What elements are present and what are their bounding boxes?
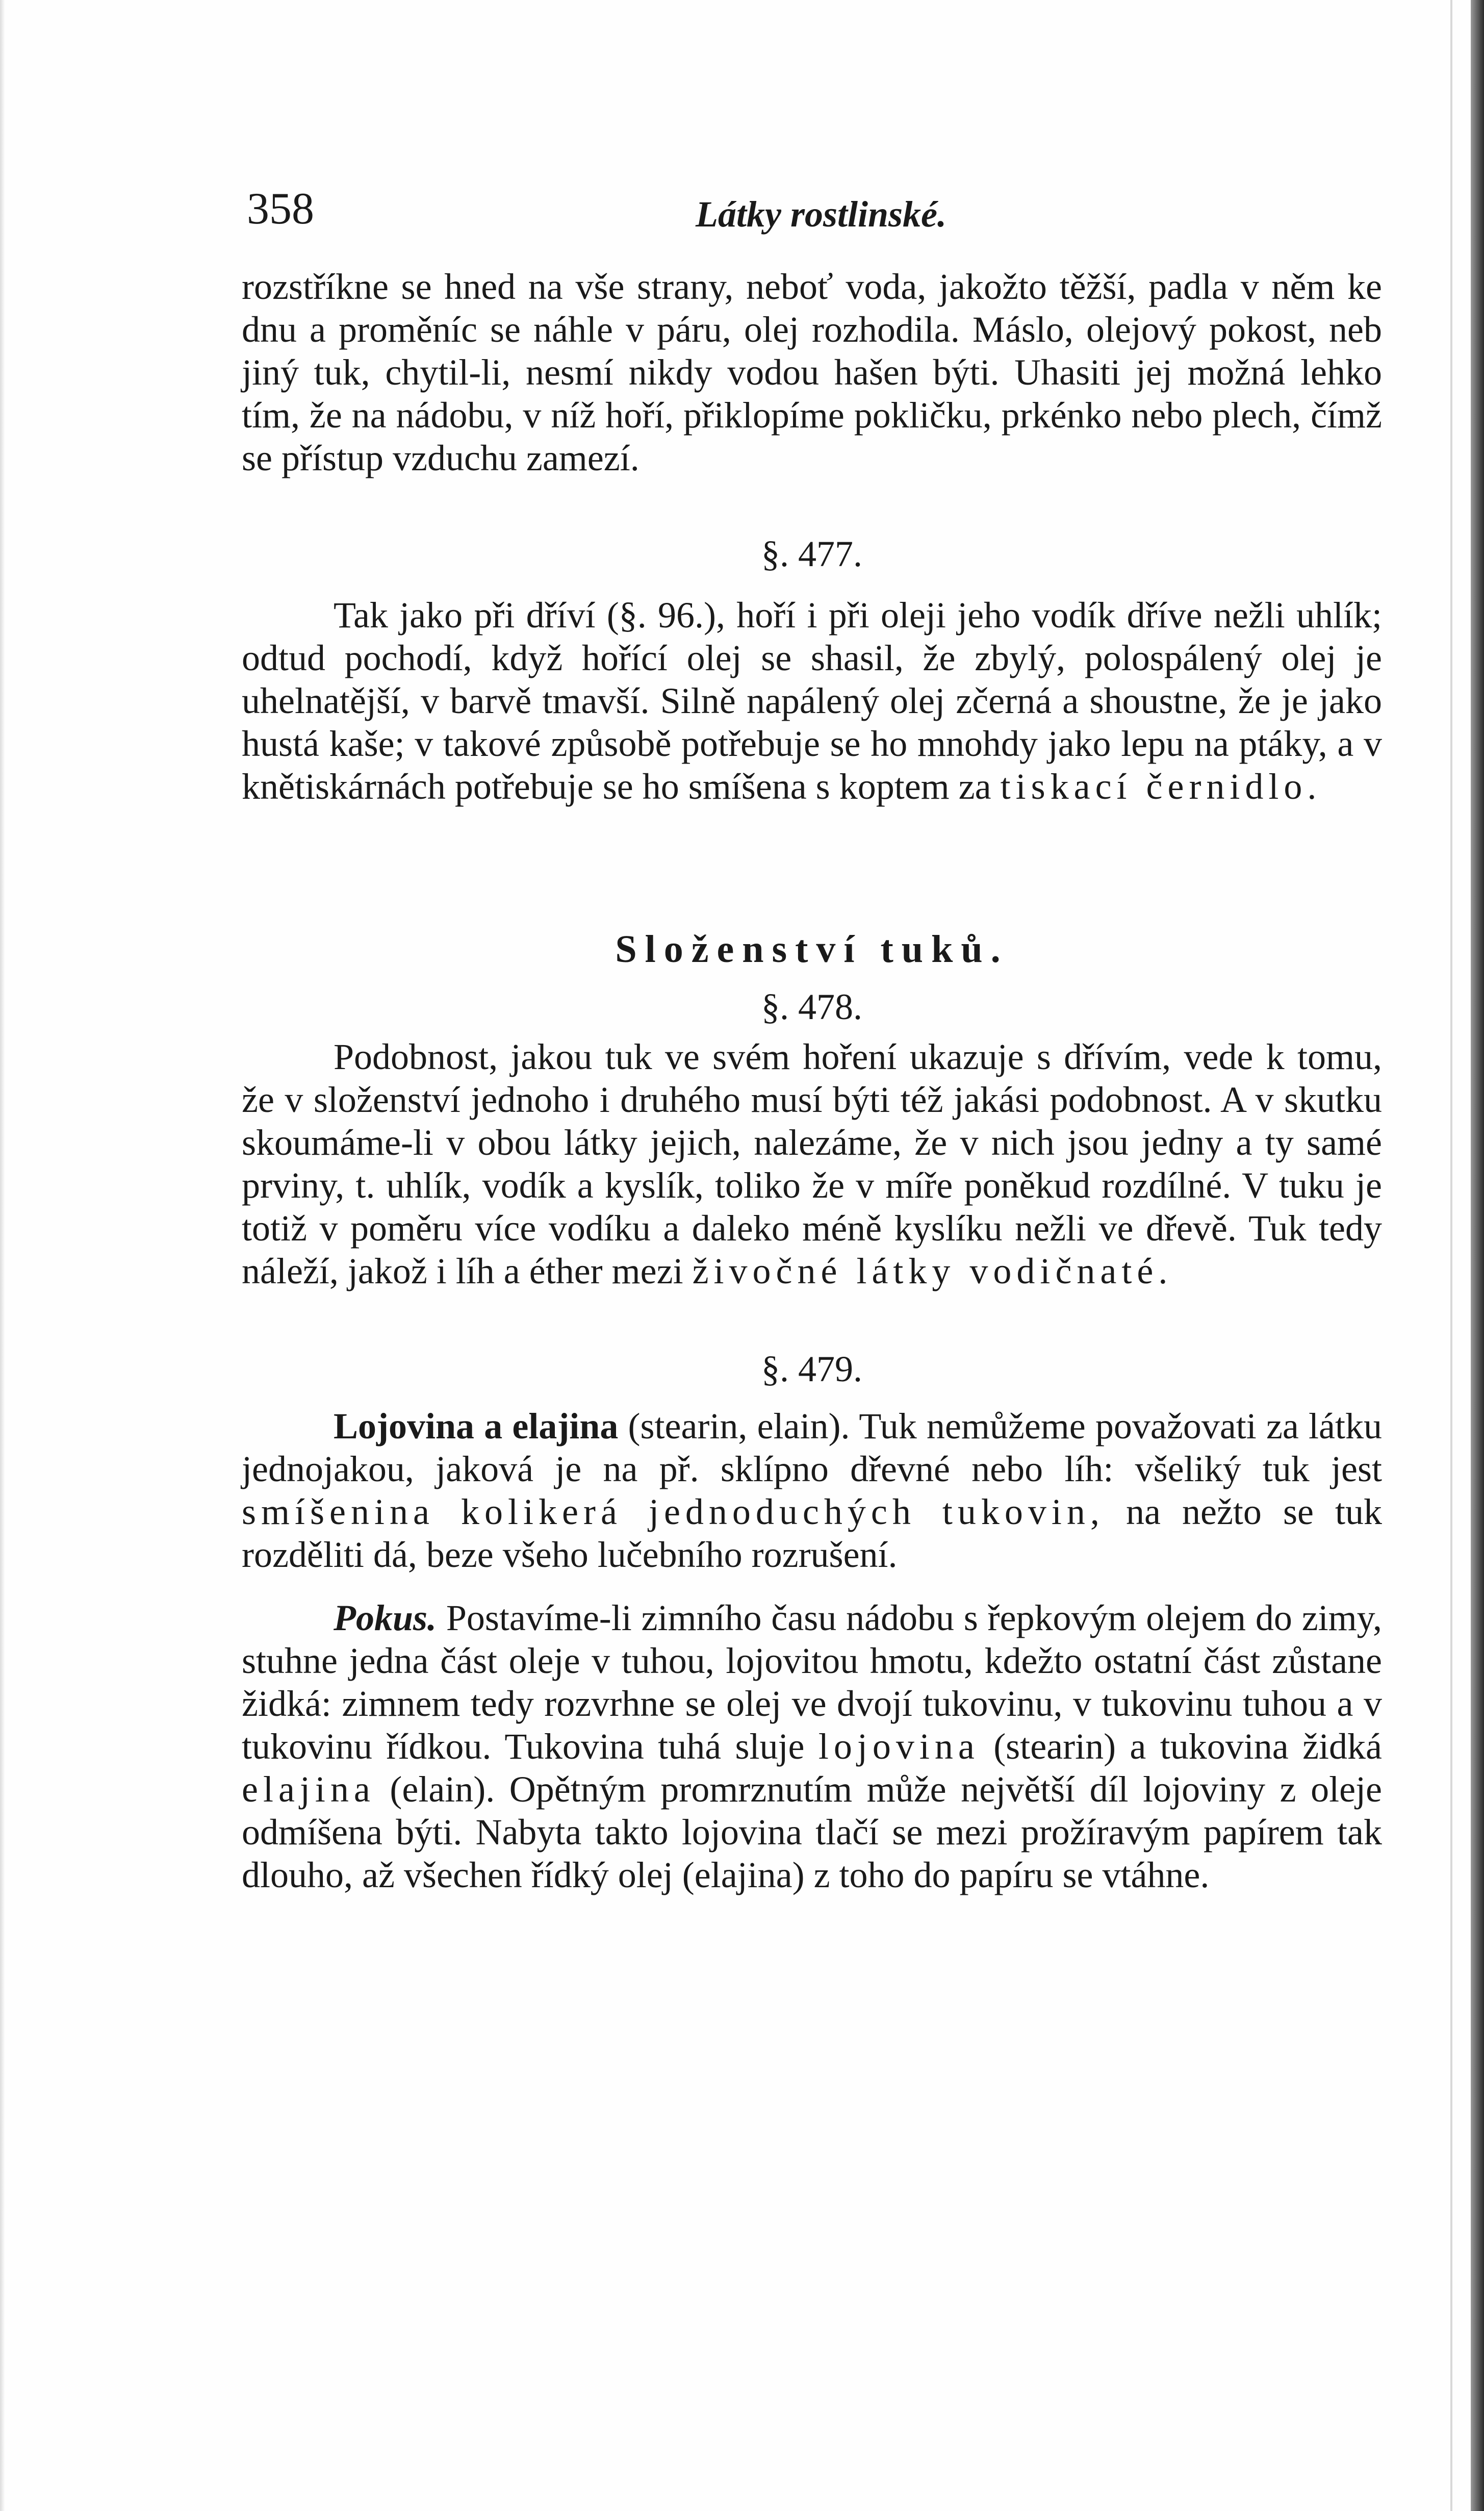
paragraph-479-text-a: (stearin, elain). Tuk nemůžeme považovati za látku jednojakou, jaková je na př. sklípno dřevné nebo líh: všeliký tuk jest <box>242 1406 1383 1489</box>
chapter-heading: Složenství tuků. <box>615 928 1009 971</box>
paragraph-479 <box>242 1405 1382 1576</box>
spaced-term-lojovina: lojovina <box>818 1726 980 1767</box>
spaced-term-elajina: elajina <box>242 1769 375 1810</box>
page-header <box>247 184 1387 240</box>
page-right-edge-shadow <box>1471 0 1484 2511</box>
section-number-477: §. 477. <box>761 534 862 574</box>
paragraph-477 <box>242 594 1382 808</box>
spaced-term-smisenina: smíšenina kolikerá jednoduchých tukovin, <box>242 1491 1105 1532</box>
page-edge-line <box>1450 0 1452 2511</box>
pokus-text-b: (stearin) a tukovina židká <box>979 1726 1382 1767</box>
page-left-edge <box>0 0 5 2511</box>
pokus-text-a: Postavíme-li zimního času nádobu s řepkovým olejem do zimy, stuhne jedna část oleje v tuhou, lojovitou hmotu, kdežto ostatní část zůstane židká: zimnem tedy rozvrhne se olej ve dvojí tukovinu, v tukovinu tuhou a v tukovinu řídkou. Tukovina tuhá sluje <box>242 1597 1382 1767</box>
term-lojovina-elajina: Lojovina a elajina <box>334 1406 619 1447</box>
paragraph-479-text-b: na nežto se tuk rozděliti dá, beze všeho lučebního rozrušení. <box>242 1491 1383 1575</box>
page-body <box>242 265 1382 1896</box>
pokus-label: Pokus. <box>334 1597 437 1638</box>
page-number: 358 <box>247 184 314 234</box>
pokus-text-c: (elain). Opětným promrznutím může největší díl lojoviny z oleje odmíšena býti. Nabyta takto lojovina tlačí se mezi prožíravým papírem tak dlouho, až všechen řídký olej (elajina) z toho do papíru se vtáhne. <box>242 1769 1382 1895</box>
paragraph-pokus <box>242 1596 1382 1896</box>
section-number-478: §. 478. <box>761 986 862 1027</box>
section-number-479: §. 479. <box>761 1349 862 1389</box>
paragraph-continuation: rozstříkne se hned na vše strany, neboť voda, jakožto těžší, padla v něm ke dnu a proměníc se náhle v páru, olej rozhodila. Máslo, olejový pokost, neb jiný tuk, chytil-li, nesmí nikdy vodou hašen býti. Uhasiti jej možná lehko tím, že na nádobu, v níž hoří, přiklopíme pokličku, prkénko nebo plech, čímž se přístup vzduchu zamezí. <box>242 266 1382 478</box>
spaced-term-zivocne-latky: živočné látky vodičnaté. <box>692 1251 1173 1291</box>
paragraph-477-text: Tak jako při dříví (§. 96.), hoří i při oleji jeho vodík dříve nežli uhlík; odtud pochodí, když hořící olej se shasil, že zbylý, polospálený olej je uhelnatější, v barvě tmavší. Silně napálený olej zčerná a shoustne, že je jako hustá kaše; v takové způsobě potřebuje se ho mnohdy jako lepu na ptáky, a v knětiskárnách potřebuje se ho smíšena s koptem za <box>242 595 1382 807</box>
running-title: Látky rostlinské. <box>696 194 947 235</box>
paragraph-478 <box>242 1035 1382 1292</box>
paragraph-478-text: Podobnost, jakou tuk ve svém hoření ukazuje s dřívím, vede k tomu, že v složenství jednoho i druhého musí býti též jakási podobnost. A v skutku skoumáme-li v obou látky jejich, nalezáme, že v nich jsou jedny a ty samé prviny, t. uhlík, vodík a kyslík, toliko že v míře poněkud rozdílné. V tuku je totiž v poměru více vodíku a daleko méně kyslíku nežli ve dřevě. Tuk tedy náleží, jakož i líh a éther mezi <box>242 1036 1382 1291</box>
spaced-term-tiskaci-cernidlo: tiskací černidlo. <box>1000 766 1322 807</box>
